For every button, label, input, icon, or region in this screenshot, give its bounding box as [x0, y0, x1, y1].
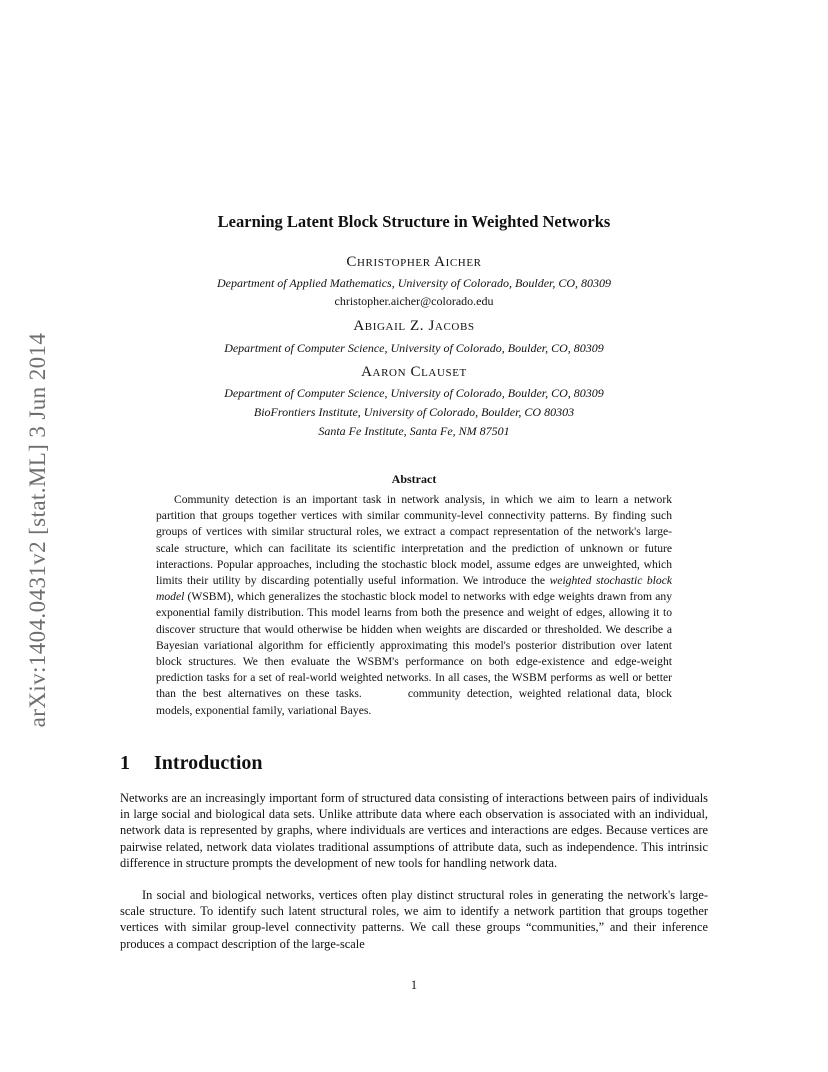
page-number: 1 [410, 978, 418, 992]
author-name-2: Abigail Z. Jacobs [353, 318, 475, 334]
abstract-emphasis: weighted stochastic block model [156, 574, 672, 604]
author-2-affiliation-1: Department of Computer Science, University of Colorado, Boulder, CO, 80309 [224, 341, 604, 355]
paper-title: Learning Latent Block Structure in Weighted Networks [217, 212, 611, 231]
author-1-email: christopher.aicher@colorado.edu [334, 294, 494, 308]
abstract-text-part-2: (WSBM), which generalizes the stochastic block model to networks with edge weights drawn from any exponential family distribution. This model learns from both the presence and weight of edges, allowing it to discover structure that would otherwise be hidden when weights are discarded or thresholded. We describe a Bayesian variational algorithm for efficiently approximating this model's posterior distribution over latent block structures. We then evaluate the WSBM's performance on both edge-existence and edge-weight prediction tasks for a set of real-world weighted networks. In all cases, the WSBM performs as well or better than the best alternatives on these tasks. [156, 590, 672, 701]
author-3-affiliation-1: Department of Computer Science, University of Colorado, Boulder, CO, 80309 [224, 386, 604, 400]
author-3-affiliation-3: Santa Fe Institute, Santa Fe, NM 87501 [318, 424, 510, 438]
section-heading-introduction [120, 752, 263, 775]
section-title: Introduction [154, 752, 263, 774]
abstract-body [156, 492, 672, 719]
author-name-3: Aaron Clauset [361, 364, 467, 380]
intro-paragraph-2: In social and biological networks, vertices often play distinct structural roles in generating the network's large-scale structure. To identify such latent structural roles, we aim to identify a network partition that groups together vertices with similar group-level connectivity patterns. We call these groups “communities,” and their inference produces a compact description of the large-scale [120, 888, 708, 951]
arxiv-identifier-stamp [16, 300, 60, 760]
author-1-affiliation-1: Department of Applied Mathematics, University of Colorado, Boulder, CO, 80309 [216, 276, 612, 290]
section-number: 1 [120, 752, 130, 774]
author-name-1: Christopher Aicher [346, 254, 482, 270]
abstract-heading: Abstract [391, 472, 437, 486]
keywords-text: community detection, weighted relational data, block models, exponential family, variational Bayes. [156, 687, 672, 717]
arxiv-identifier-text: arXiv:1404.0431v2 [stat.ML] 3 Jun 2014 [25, 332, 50, 728]
abstract-text-part-1: Community detection is an important task in network analysis, in which we aim to learn a network partition that groups together vertices with similar community-level connectivity patterns. By finding such groups of vertices with similar structural roles, we extract a compact representation of the network's large-scale structure, which can facilitate its scientific interpretation and the prediction of unknown or future interactions. Popular approaches, including the stochastic block model, assume edges are unweighted, which limits their utility by discarding potentially useful information. We introduce the [156, 493, 672, 588]
intro-paragraph-1: Networks are an increasingly important form of structured data consisting of interactions between pairs of individuals in large social and biological data sets. Unlike attribute data where each observation is associated with an individual, network data is represented by graphs, where individuals are vertices and interactions are edges. Because vertices are pairwise related, network data violates traditional assumptions of attribute data, such as independence. This intrinsic difference in structure prompts the development of new tools for handling network data. [120, 791, 708, 870]
author-3-affiliation-2: BioFrontiers Institute, University of Colorado, Boulder, CO 80303 [253, 405, 575, 419]
